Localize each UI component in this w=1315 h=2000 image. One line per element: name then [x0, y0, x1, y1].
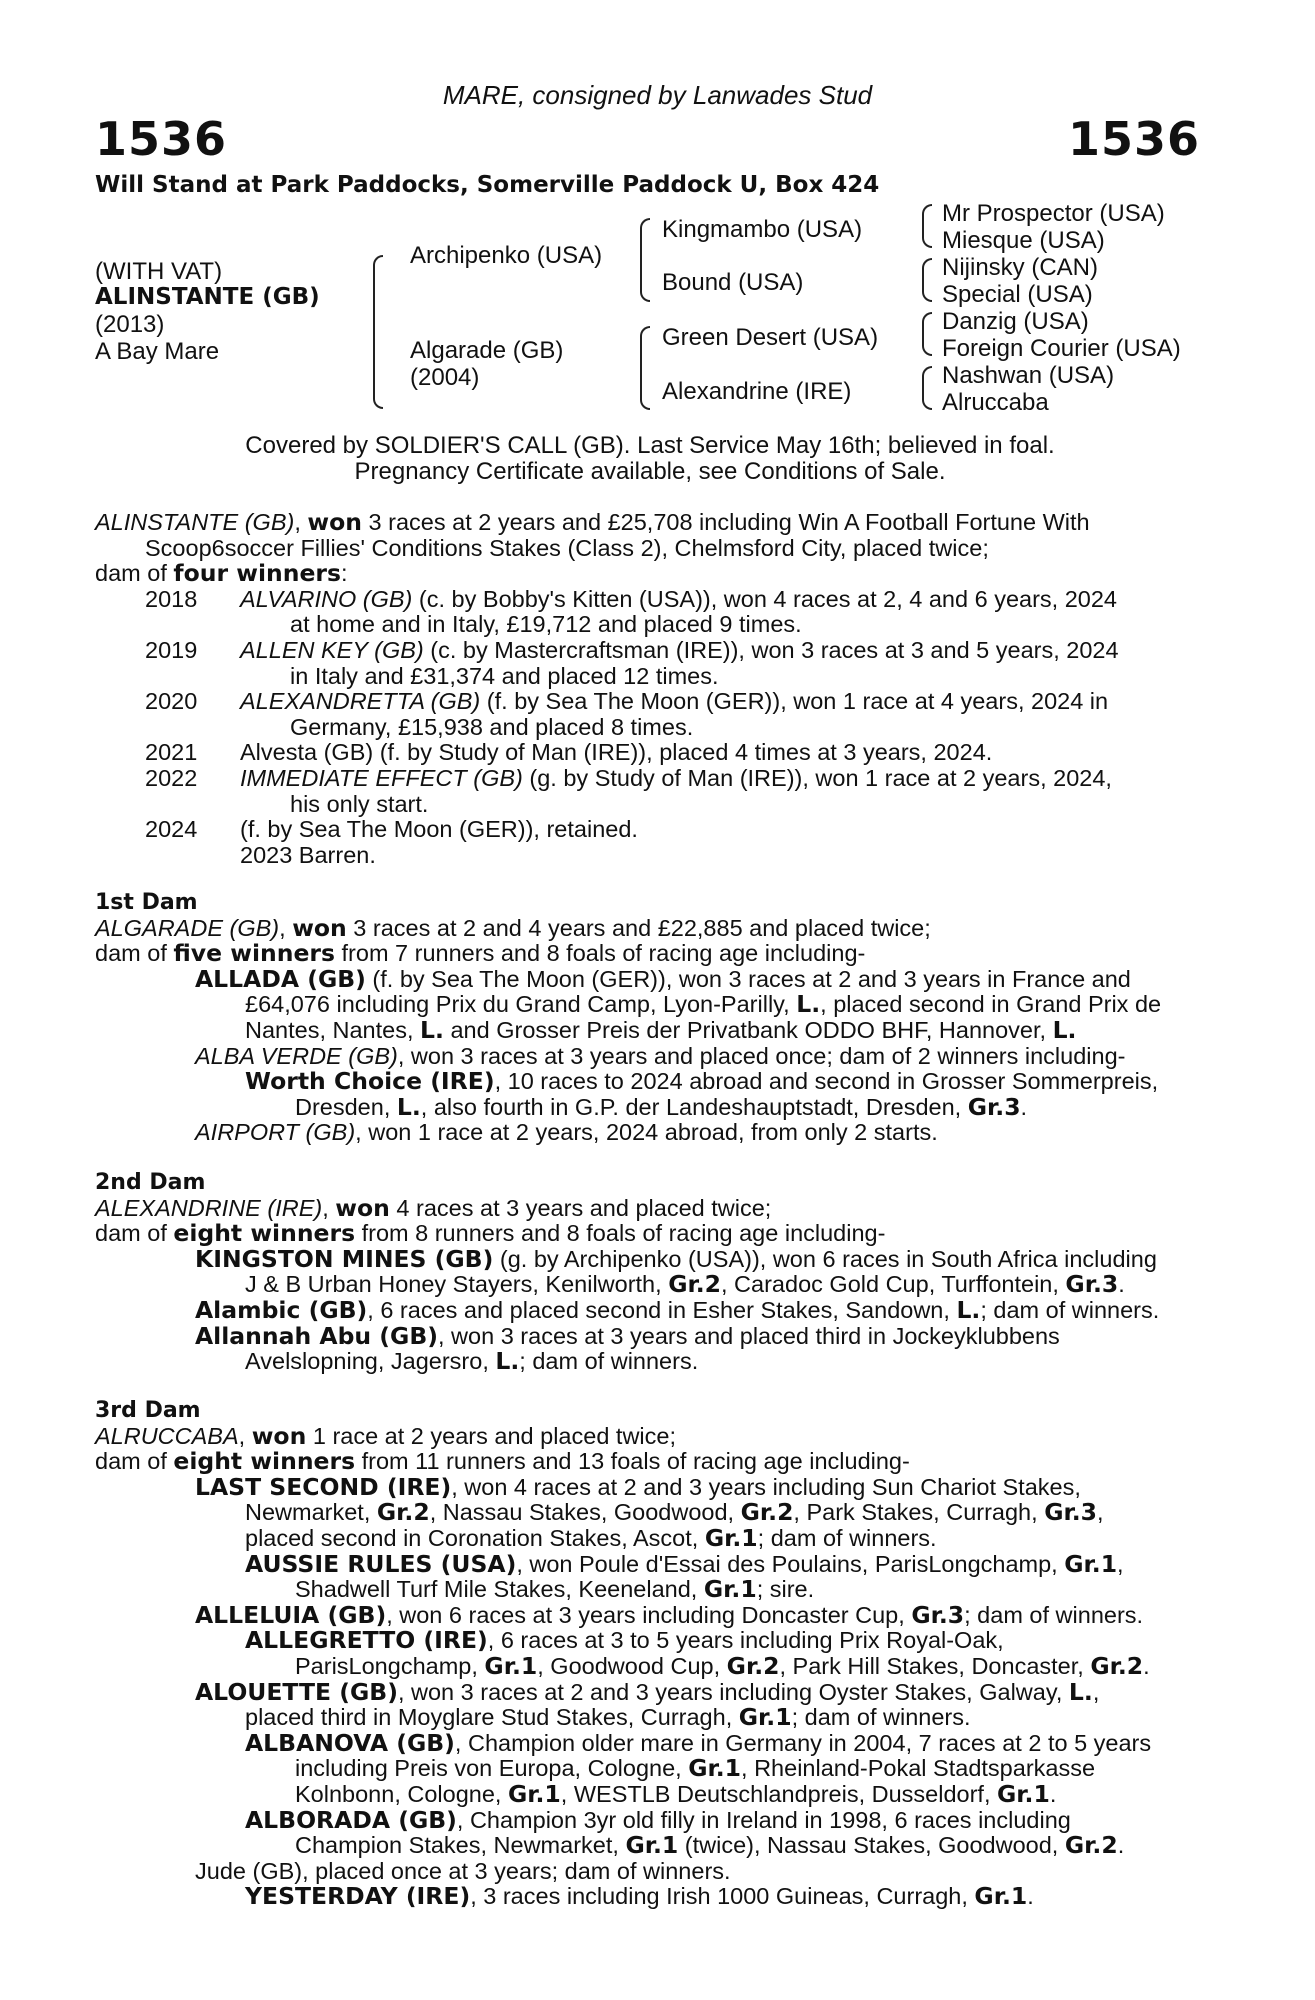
- sd-dam: Special (USA): [942, 281, 1093, 308]
- dd-brace: [922, 366, 932, 410]
- group-label: Gr.1: [688, 1754, 742, 1783]
- last-second-line-3: placed second in Coronation Stakes, Ascot, Gr.1; dam of winners.: [245, 1523, 937, 1552]
- winners-count: four winners: [173, 559, 341, 588]
- dam-text: from 7 runners and 8 foals of racing age including-: [334, 940, 866, 967]
- lot-number-right: 1536: [1067, 112, 1200, 166]
- horse-name: Worth Choice (IRE): [245, 1067, 495, 1096]
- group-label: Gr.1: [625, 1831, 679, 1860]
- intro-line-2: Scoop6soccer Fillies' Conditions Stakes (Class 2), Chelmsford City, placed twice;: [145, 534, 989, 561]
- dd-sire: Nashwan (USA): [942, 362, 1115, 389]
- produce-text: (c. by Bobby's Kitten (USA)), won 4 races at 2, 4 and 6 years, 2024: [412, 585, 1118, 612]
- produce-name: IMMEDIATE EFFECT (GB): [240, 764, 523, 791]
- stand-location: Will Stand at Park Paddocks, Somerville Paddock U, Box 424: [95, 172, 880, 198]
- produce-text: (g. by Study of Man (IRE)), won 1 race at 2 years, 2024,: [522, 764, 1112, 791]
- sire: Archipenko (USA): [410, 242, 603, 269]
- listed-label: L.: [956, 1295, 981, 1324]
- horse-name: YESTERDAY (IRE): [245, 1882, 471, 1911]
- listed-label: L.: [1052, 1015, 1077, 1044]
- horse-name: ALBANOVA (GB): [245, 1728, 455, 1757]
- ds-sire: Danzig (USA): [942, 308, 1089, 335]
- third-dam-line-1: ALRUCCABA, won 1 race at 2 years and placed twice;: [95, 1421, 676, 1450]
- horse-description: A Bay Mare: [95, 338, 220, 365]
- group-label: Gr.1: [507, 1779, 561, 1808]
- horse-text: (f. by Sea The Moon (GER)), won 3 races at 2 and 3 years in France and: [365, 965, 1131, 992]
- group-label: Gr.3: [911, 1600, 965, 1629]
- group-label: Gr.2: [1064, 1831, 1118, 1860]
- horse-name: KINGSTON MINES (GB): [195, 1244, 494, 1273]
- sd-sire: Nijinsky (CAN): [942, 254, 1098, 281]
- group-label: Gr.2: [726, 1651, 780, 1680]
- ds-dam: Foreign Courier (USA): [942, 335, 1181, 362]
- group-label: Gr.1: [484, 1651, 538, 1680]
- alleluia-line: ALLELUIA (GB), won 6 races at 3 years including Doncaster Cup, Gr.3; dam of winners.: [195, 1600, 1144, 1629]
- alborada-line-1: ALBORADA (GB), Champion 3yr old filly in Ireland in 1998, 6 races including: [245, 1805, 1071, 1834]
- sire-sire: Kingmambo (USA): [662, 216, 863, 243]
- sire-dam: Bound (USA): [662, 269, 804, 296]
- produce-year: 2020: [145, 688, 198, 715]
- horse-name: Allannah Abu (GB): [195, 1321, 438, 1350]
- produce-text: Alvesta (GB) (f. by Study of Man (IRE)), placed 4 times at 3 years, 2024.: [240, 739, 993, 766]
- group-label: Gr.2: [668, 1270, 721, 1299]
- last-second-line-2: Newmarket, Gr.2, Nassau Stakes, Goodwood, Gr.2, Park Stakes, Curragh, Gr.3,: [245, 1498, 1104, 1527]
- horse-name: AIRPORT (GB): [195, 1119, 356, 1146]
- listed-label: L.: [396, 1092, 421, 1121]
- sire-brace: [640, 218, 650, 302]
- aussie-rules-line-2: Shadwell Turf Mile Stakes, Keeneland, Gr.1; sire.: [295, 1575, 815, 1604]
- dam-name: ALGARADE (GB): [95, 914, 280, 941]
- horse-name: ALLELUIA (GB): [195, 1600, 387, 1629]
- dam-name: ALEXANDRINE (IRE): [95, 1194, 323, 1221]
- alouette-line-2: placed third in Moyglare Stud Stakes, Curragh, Gr.1; dam of winners.: [245, 1703, 971, 1732]
- produce-2024: [95, 817, 1205, 843]
- mare-name: ALINSTANTE (GB): [95, 509, 295, 535]
- alouette-line-1: ALOUETTE (GB), won 3 races at 2 and 3 years including Oyster Stakes, Galway, L.,: [195, 1677, 1100, 1706]
- produce-name: ALVARINO (GB): [240, 585, 413, 612]
- worth-choice-line-1: Worth Choice (IRE), 10 races to 2024 abroad and second in Grosser Sommerpreis,: [245, 1067, 1159, 1096]
- group-label: Gr.1: [974, 1882, 1028, 1911]
- alambic-line: Alambic (GB), 6 races and placed second in Esher Stakes, Sandown, L.; dam of winners.: [195, 1295, 1160, 1324]
- second-dam-heading: 2nd Dam: [95, 1170, 206, 1195]
- sire-dam-brace: [373, 255, 383, 409]
- produce-record: [95, 510, 1205, 868]
- second-dam-section: [95, 1170, 1205, 1375]
- listed-label: L.: [1068, 1677, 1093, 1706]
- vat-note: (WITH VAT): [95, 258, 223, 285]
- produce-2018: [95, 587, 1205, 613]
- horse-name: AUSSIE RULES (USA): [245, 1549, 517, 1578]
- albanova-line-2: including Preis von Europa, Cologne, Gr.1, Rheinland-Pokal Stadtsparkasse: [295, 1754, 1096, 1783]
- ss-brace: [922, 204, 932, 248]
- ds-brace: [922, 312, 932, 356]
- group-label: Gr.2: [740, 1498, 794, 1527]
- covered-line: Covered by SOLDIER'S CALL (GB). Last Service May 16th; believed in foal.: [245, 432, 1055, 459]
- kingston-line-1: KINGSTON MINES (GB) (g. by Archipenko (USA)), won 6 races in South Africa including: [195, 1244, 1157, 1273]
- horse-name: ALBA VERDE (GB): [195, 1042, 398, 1069]
- produce-text: (f. by Sea The Moon (GER)), retained.: [240, 816, 638, 843]
- horse-year: (2013): [95, 311, 165, 338]
- horse-name: ALLADA (GB): [195, 964, 366, 993]
- won-label: won: [292, 913, 347, 942]
- allannah-line-1: Allannah Abu (GB), won 3 races at 3 years and placed third in Jockeyklubbens: [195, 1321, 1060, 1350]
- winners-count: five winners: [173, 939, 335, 968]
- group-label: Gr.3: [1044, 1498, 1098, 1527]
- horse-name: Alambic (GB): [195, 1295, 368, 1324]
- produce-year: 2021: [145, 739, 198, 766]
- intro-line-3: [95, 561, 1205, 587]
- dam-dam: Alexandrine (IRE): [662, 378, 852, 405]
- group-label: Gr.1: [997, 1779, 1050, 1808]
- produce-year: 2019: [145, 636, 198, 663]
- winners-count: eight winners: [173, 1447, 356, 1476]
- dd-dam: Alruccaba: [942, 389, 1049, 416]
- horse-name: LAST SECOND (IRE): [195, 1472, 452, 1501]
- group-label: Gr.1: [704, 1523, 758, 1552]
- allegretto-line-2: ParisLongchamp, Gr.1, Goodwood Cup, Gr.2, Park Hill Stakes, Doncaster, Gr.2.: [295, 1651, 1150, 1680]
- yesterday-line: YESTERDAY (IRE), 3 races including Irish 1000 Guineas, Curragh, Gr.1.: [245, 1882, 1034, 1911]
- produce-text: (f. by Sea The Moon (GER)), won 1 race at 4 years, 2024 in: [480, 688, 1109, 715]
- intro-text-1: 3 races at 2 years and £25,708 including Win A Football Fortune With: [362, 509, 1090, 535]
- first-dam-line-2: [95, 941, 1205, 967]
- dam-brace: [640, 326, 650, 410]
- dam-of-label: dam of: [95, 940, 174, 967]
- listed-label: L.: [495, 1347, 520, 1376]
- dam: Algarade (GB): [410, 337, 564, 364]
- horse-name: ALBORADA (GB): [245, 1805, 457, 1834]
- first-dam-heading: 1st Dam: [95, 890, 198, 915]
- lot-number-left: 1536: [95, 112, 228, 166]
- airport-line: AIRPORT (GB), won 1 race at 2 years, 2024 abroad, from only 2 starts.: [195, 1119, 938, 1146]
- horse-name: ALINSTANTE (GB): [95, 284, 320, 310]
- last-second-line-1: LAST SECOND (IRE), won 4 races at 2 and 3 years including Sun Chariot Stakes,: [195, 1472, 1081, 1501]
- horse-name: ALOUETTE (GB): [195, 1677, 398, 1706]
- albanova-line-3: Kolnbonn, Cologne, Gr.1, WESTLB Deutschlandpreis, Dusseldorf, Gr.1.: [295, 1779, 1057, 1808]
- produce-text: (c. by Mastercraftsman (IRE)), won 3 races at 3 and 5 years, 2024: [423, 636, 1119, 663]
- albanova-line-1: ALBANOVA (GB), Champion older mare in Germany in 2004, 7 races at 2 to 5 years: [245, 1728, 1152, 1757]
- alba-verde-line: ALBA VERDE (GB), won 3 races at 3 years and placed once; dam of 2 winners including-: [195, 1042, 1126, 1069]
- pregnancy-line: Pregnancy Certificate available, see Conditions of Sale.: [354, 457, 946, 485]
- third-dam-section: [95, 1398, 1205, 1910]
- group-label: Gr.2: [1090, 1651, 1144, 1680]
- dam-name: ALRUCCABA: [95, 1422, 239, 1449]
- produce-2019-cont: in Italy and £31,374 and placed 12 times.: [290, 662, 719, 689]
- ss-dam: Miesque (USA): [942, 227, 1105, 254]
- won-label: won: [251, 1421, 307, 1450]
- allada-line-3: Nantes, Nantes, L. and Grosser Preis der Privatbank ODDO BHF, Hannover, L.: [245, 1015, 1077, 1044]
- alborada-line-2: Champion Stakes, Newmarket, Gr.1 (twice), Nassau Stakes, Goodwood, Gr.2.: [295, 1831, 1125, 1860]
- winners-count: eight winners: [173, 1219, 356, 1248]
- listed-label: L.: [796, 990, 821, 1019]
- won-label: won: [307, 508, 362, 536]
- dam-of-label: dam of: [95, 560, 174, 587]
- produce-year: 2022: [145, 764, 198, 791]
- group-label: Gr.3: [1065, 1270, 1119, 1299]
- first-dam-line-1: ALGARADE (GB), won 3 races at 2 and 4 years and £22,885 and placed twice;: [95, 913, 931, 942]
- produce-year: 2018: [145, 585, 198, 612]
- dam-year: (2004): [410, 364, 480, 391]
- allada-line-1: [95, 964, 1205, 993]
- second-dam-line-1: ALEXANDRINE (IRE), won 4 races at 3 years and placed twice;: [95, 1193, 772, 1222]
- jude-line: Jude (GB), placed once at 3 years; dam of winners.: [195, 1857, 731, 1884]
- aussie-rules-line-1: AUSSIE RULES (USA), won Poule d'Essai des Poulains, ParisLongchamp, Gr.1,: [245, 1549, 1124, 1578]
- dam-sire: Green Desert (USA): [662, 324, 879, 351]
- produce-2020: [95, 689, 1205, 715]
- ss-sire: Mr Prospector (USA): [942, 200, 1165, 227]
- worth-choice-line-2: Dresden, L., also fourth in G.P. der Landeshauptstadt, Dresden, Gr.3.: [295, 1092, 1028, 1121]
- second-dam-line-2: dam of eight winners from 8 runners and 8 foals of racing age including-: [95, 1219, 886, 1248]
- allada-line-2: £64,076 including Prix du Grand Camp, Lyon-Parilly, L., placed second in Grand Prix de: [245, 990, 1162, 1019]
- group-label: Gr.1: [1064, 1549, 1118, 1578]
- covering-note: [95, 433, 1205, 484]
- third-dam-heading: 3rd Dam: [95, 1398, 201, 1423]
- sd-brace: [922, 258, 932, 302]
- consignment-line: MARE, consigned by Lanwades Stud: [442, 80, 873, 110]
- group-label: Gr.2: [376, 1498, 430, 1527]
- produce-year: 2024: [145, 816, 198, 843]
- produce-2018-cont: at home and in Italy, £19,712 and placed 9 times.: [290, 611, 802, 638]
- group-label: Gr.1: [738, 1703, 792, 1732]
- produce-2022-cont: his only start.: [290, 790, 429, 817]
- colon: :: [341, 560, 348, 587]
- third-dam-line-2: dam of eight winners from 11 runners and 13 foals of racing age including-: [95, 1447, 910, 1476]
- horse-name: ALLEGRETTO (IRE): [245, 1626, 488, 1655]
- allegretto-line-1: ALLEGRETTO (IRE), 6 races at 3 to 5 years including Prix Royal-Oak,: [245, 1626, 1004, 1655]
- first-dam-section: [95, 890, 1205, 1146]
- dam-text: 3 races at 2 and 4 years and £22,885 and placed twice;: [346, 914, 931, 941]
- group-label: Gr.1: [703, 1575, 757, 1604]
- listed-label: L.: [420, 1015, 444, 1044]
- intro-line-1: ALINSTANTE (GB), won 3 races at 2 years and £25,708 including Win A Football Fortune With: [95, 508, 1090, 536]
- group-label: Gr.3: [967, 1092, 1021, 1121]
- produce-name: ALEXANDRETTA (GB): [240, 688, 481, 715]
- produce-2020-cont: Germany, £15,938 and placed 8 times.: [290, 713, 694, 740]
- won-label: won: [335, 1193, 390, 1222]
- produce-2019: [95, 638, 1205, 664]
- allannah-line-2: Avelslopning, Jagersro, L.; dam of winners.: [245, 1347, 699, 1376]
- produce-name: ALLEN KEY (GB): [240, 636, 424, 663]
- kingston-line-2: J & B Urban Honey Stayers, Kenilworth, Gr.2, Caradoc Gold Cup, Turffontein, Gr.3.: [245, 1270, 1125, 1299]
- produce-2022: [95, 766, 1205, 792]
- barren-note: 2023 Barren.: [240, 841, 376, 868]
- produce-2021: [95, 740, 1205, 766]
